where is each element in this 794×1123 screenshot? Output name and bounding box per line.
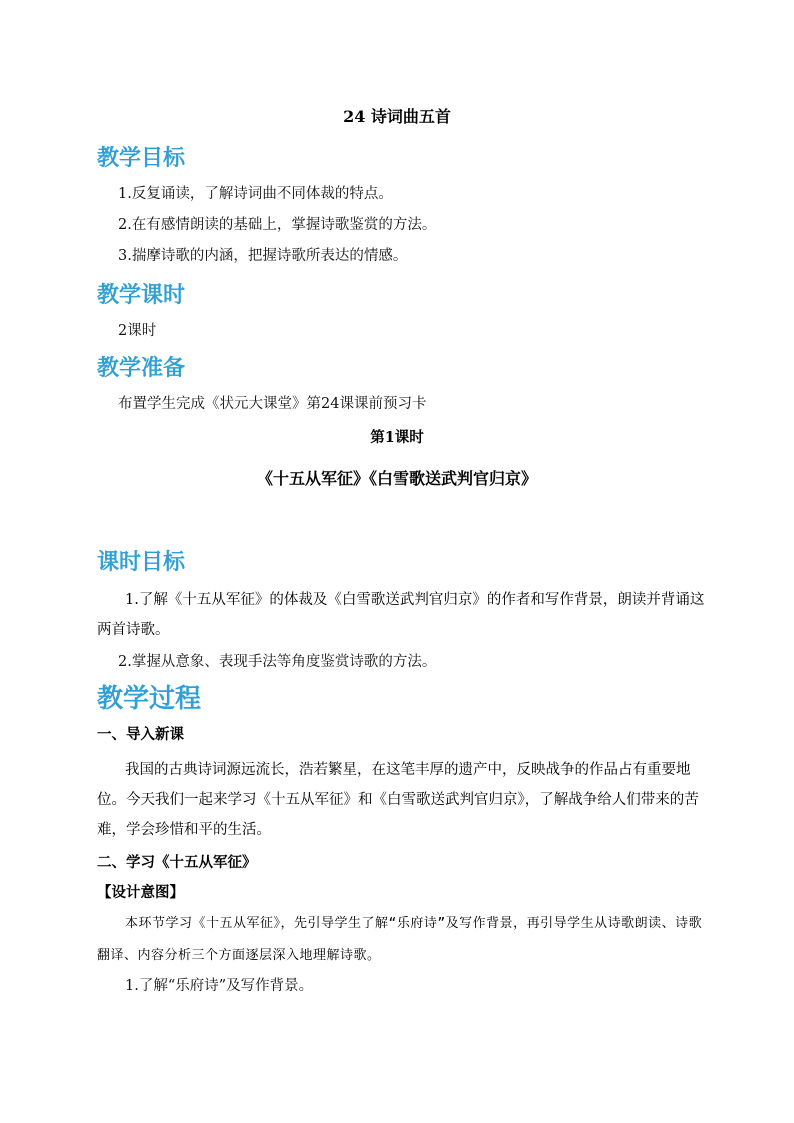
section-heading-teaching-goals: 教学目标	[97, 146, 186, 171]
teaching-hours-text: 2课时	[118, 323, 157, 339]
section-heading-teaching-process: 教学过程	[97, 684, 202, 714]
section-heading-teaching-hours: 教学课时	[97, 283, 186, 308]
part1-title: 一、导入新课	[97, 726, 184, 743]
lesson-goal-item-2: 2.掌握从意象、表现手法等角度鉴赏诗歌的方法。	[118, 654, 437, 670]
goal-item-3: 3.揣摩诗歌的内涵，把握诗歌所表达的情感。	[118, 248, 408, 264]
goal-item-1: 1.反复诵读，了解诗词曲不同体裁的特点。	[118, 186, 393, 202]
design-intent-label: 【设计意图】	[97, 884, 184, 901]
design-intent-text: 本环节学习《十五从军征》，先引导学生了解“乐府诗”及写作背景，再引导学生从诗歌朗读、诗歌翻译、内容分析三个方面逐层深入地理解诗歌。	[97, 916, 703, 963]
lesson-poems-title: 《十五从军征》《白雪歌送武判官归京》	[256, 469, 537, 488]
section-heading-teaching-prep: 教学准备	[97, 356, 186, 381]
part1-text: 我国的古典诗词源远流长，浩若繁星，在这笔丰厚的遗产中，反映战争的作品占有重要地位。今天我们一起来学习《十五从军征》和《白雪歌送武判官归京》，了解战争给人们带来的苦难，学会珍惜和平的生活。	[97, 762, 699, 838]
document-title: 24 诗词曲五首	[343, 107, 451, 126]
section-heading-lesson-goals: 课时目标	[97, 550, 186, 575]
lesson-goal-item-1: 1.了解《十五从军征》的体裁及《白雪歌送武判官归京》的作者和写作背景，朗读并背诵这两首诗歌。	[97, 592, 705, 638]
goal-item-2: 2.在有感情朗读的基础上，掌握诗歌鉴赏的方法。	[118, 217, 437, 233]
lesson-label: 第1课时	[370, 429, 424, 446]
teaching-prep-text: 布置学生完成《状元大课堂》第24课课前预习卡	[118, 396, 427, 412]
step-1-text: 1.了解“乐府诗”及写作背景。	[125, 978, 314, 994]
part2-title: 二、学习《十五从军征》	[97, 854, 257, 871]
